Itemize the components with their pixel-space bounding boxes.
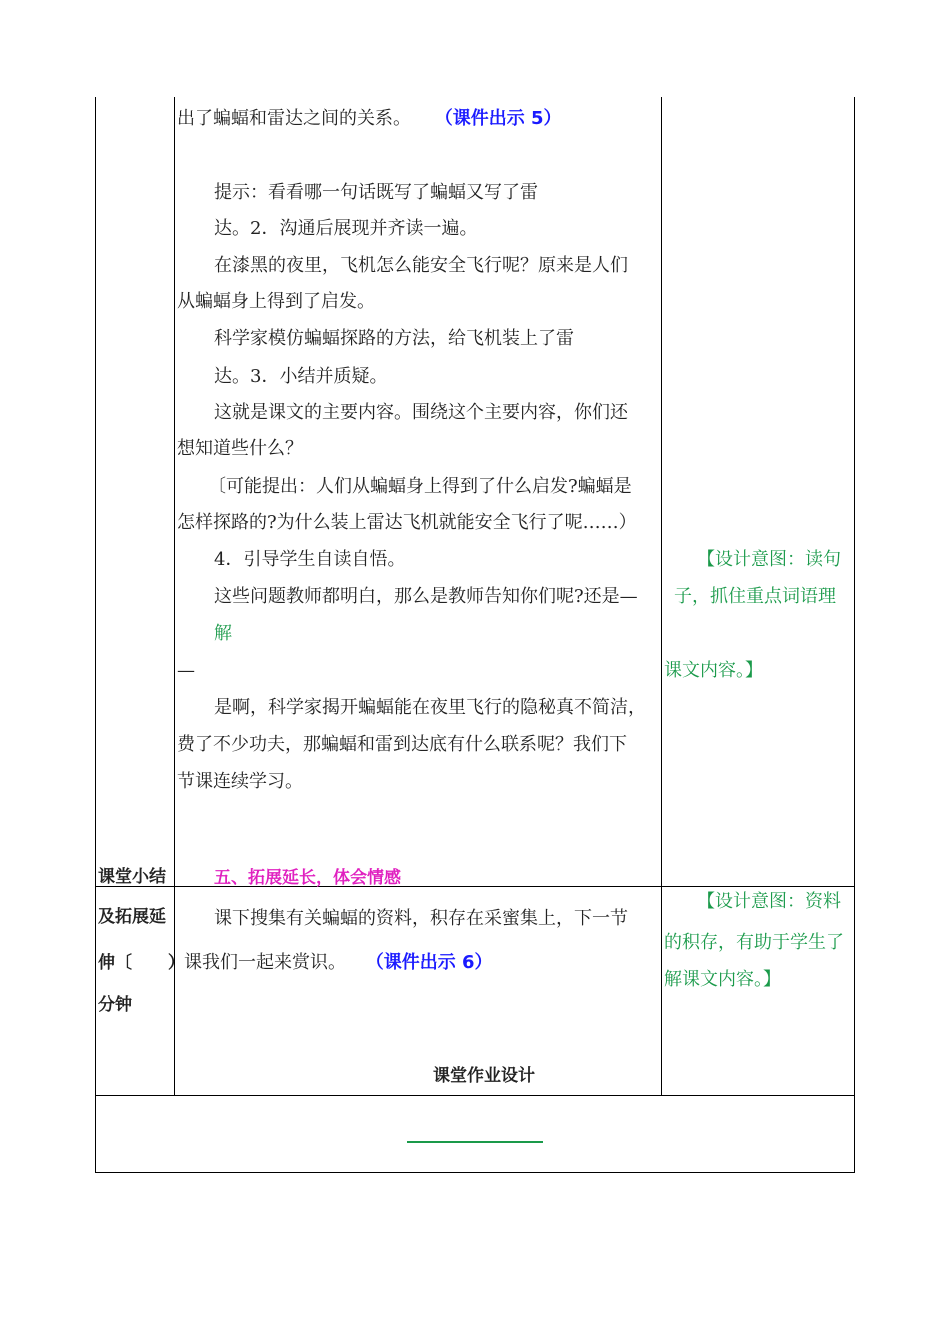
paragraph-line <box>177 108 562 130</box>
table-row-divider-2 <box>95 1095 855 1096</box>
hint-line-1: 提示：看看哪一句话既写了蝙蝠又写了雷 <box>214 182 538 203</box>
paragraph-line: 想知道些什么？ <box>177 438 303 459</box>
section-heading-5: 五、拓展延长，体会情感 <box>214 868 401 888</box>
table-row-divider-1 <box>95 886 855 887</box>
table-bottom-border <box>95 1172 855 1173</box>
paragraph-line: 〔可能提出：人们从蝙蝠身上得到了什么启发?蝙蝠是 <box>208 476 632 497</box>
extension-line-1: 课下搜集有关蝙蝠的资料，积存在采蜜集上，下一节 <box>214 908 628 929</box>
left-label-line <box>98 952 185 974</box>
paragraph-dash: — <box>177 660 195 681</box>
paragraph-line: 这就是课文的主要内容。围绕这个主要内容，你们还 <box>214 402 628 423</box>
table-col-divider-1 <box>174 97 175 1095</box>
table-col-divider-2 <box>661 97 662 1095</box>
paragraph-green-char: 解 <box>214 623 232 644</box>
design-note-1-line: 课文内容。】 <box>664 660 763 681</box>
design-note-2-line: 的积存，有助于学生了 <box>664 932 844 953</box>
design-note-2-line: 【设计意图：资料 <box>697 891 841 912</box>
left-label-paren: ） <box>167 953 185 973</box>
paragraph-text: 出了蝙蝠和雷达之间的关系。 <box>177 108 411 129</box>
paragraph-line: 怎样探路的?为什么装上雷达飞机就能安全飞行了呢……） <box>177 512 637 533</box>
paragraph-line: 是啊，科学家揭开蝙蝠能在夜里飞行的隐秘真不简洁， <box>214 697 646 718</box>
courseware-link-6[interactable]: （课件出示 6） <box>365 952 493 973</box>
paragraph-line: 节课连续学习。 <box>177 771 303 792</box>
paragraph-line: 在漆黑的夜里，飞机怎么能安全飞行呢？原来是人们 <box>214 255 628 276</box>
homework-underline <box>407 1141 543 1143</box>
paragraph-line: 科学家模仿蝙蝠探路的方法，给飞机装上了雷 <box>214 328 574 349</box>
paragraph-line: 从蝙蝠身上得到了启发。 <box>177 291 375 312</box>
extension-text: 课我们一起来赏识。 <box>184 952 346 973</box>
left-label-line: 课堂小结 <box>98 867 166 887</box>
homework-title: 课堂作业设计 <box>433 1066 535 1086</box>
hint-line-2: 达。2．沟通后展现并齐读一遍。 <box>214 218 478 239</box>
step-4-line: 4．引导学生自读自悟。 <box>214 549 406 570</box>
left-label-line: 分钟 <box>98 995 132 1015</box>
paragraph-line: 这些问题教师都明白，那么是教师告知你们呢?还是— <box>214 586 638 607</box>
table-right-border <box>854 97 855 1173</box>
design-note-1-line: 子，抓住重点词语理 <box>674 586 836 607</box>
courseware-link-5[interactable]: （课件出示 5） <box>434 108 562 129</box>
design-note-1-line: 【设计意图：读句 <box>697 549 841 570</box>
design-note-2-line: 解课文内容。】 <box>664 969 781 990</box>
left-label-text: 伸〔 <box>98 953 132 973</box>
extension-line-2 <box>184 952 493 974</box>
left-label-line: 及拓展延 <box>98 907 166 927</box>
table-left-border <box>95 97 96 1173</box>
paragraph-line: 费了不少功夫，那蝙蝠和雷到达底有什么联系呢？我们下 <box>177 734 627 755</box>
paragraph-line: 达。3．小结并质疑。 <box>214 366 388 387</box>
